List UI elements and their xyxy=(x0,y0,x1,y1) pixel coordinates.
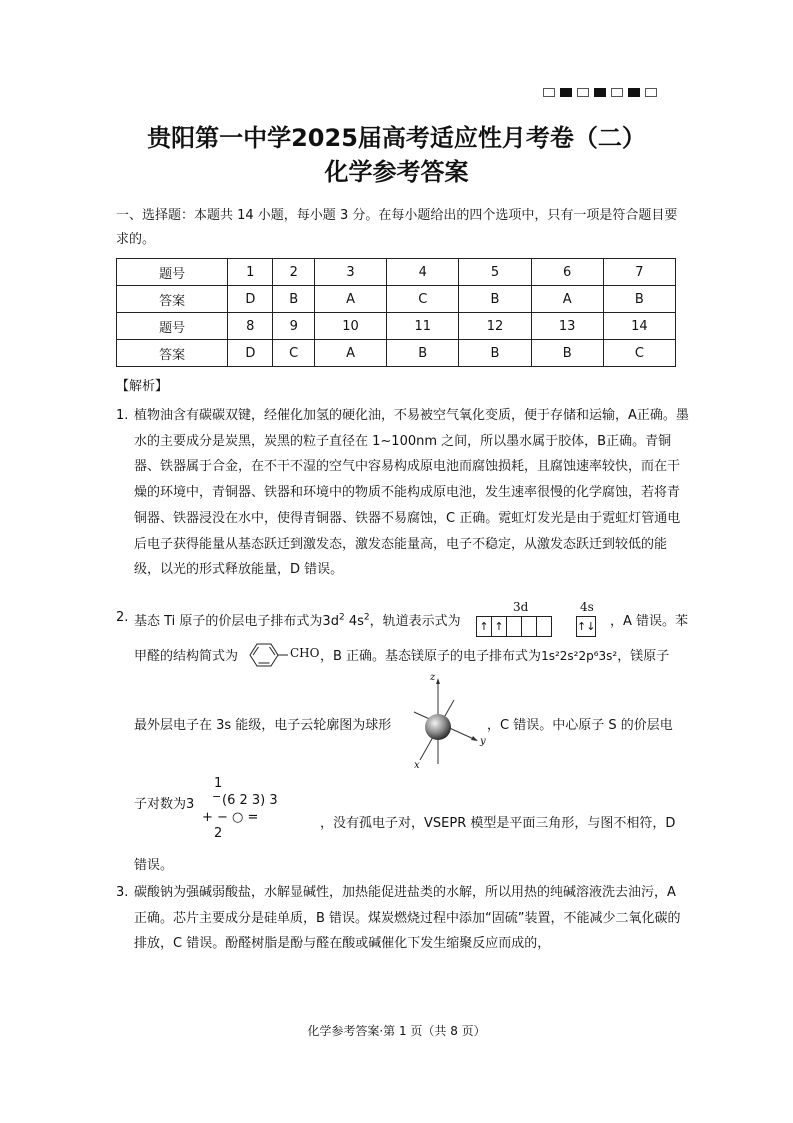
analysis-item-1 xyxy=(116,403,692,583)
table-cell: 1 xyxy=(228,259,273,286)
table-cell: B xyxy=(603,286,675,313)
mark-filled-icon xyxy=(594,88,606,97)
table-cell: 11 xyxy=(387,313,459,340)
item2-line3-end: ，C 错误。中心原子 S 的价层电 xyxy=(487,718,673,733)
fraction-denominator: 2 xyxy=(214,826,223,841)
axis-label-x: x xyxy=(414,760,420,771)
table-cell: 13 xyxy=(531,313,603,340)
table-cell: 12 xyxy=(459,313,531,340)
table-cell: B xyxy=(273,286,314,313)
orbital-label-3d: 3d xyxy=(513,600,529,614)
config-exponent: 2 xyxy=(363,612,370,623)
table-cell: 3 xyxy=(314,259,386,286)
row-header: 答案 xyxy=(117,340,228,367)
fraction-body: (6 2 3) 3 xyxy=(222,793,278,808)
item2-line3-start: 最外层电子在 3s 能级，电子云轮廓图为球形 xyxy=(134,718,392,733)
item-number: 2. xyxy=(116,610,129,625)
orbital-box xyxy=(537,617,551,636)
fraction-bar: − xyxy=(212,790,222,803)
item2-line4-end: ，没有孤电子对，VSEPR 模型是平面三角形，与图不相符，D xyxy=(320,816,676,831)
fraction-operators: + − ○ = xyxy=(202,810,259,825)
table-cell: 5 xyxy=(459,259,531,286)
item2-line1-end: ，A 错误。苯 xyxy=(610,614,689,629)
table-row xyxy=(117,313,676,340)
page-subtitle: 化学参考答案 xyxy=(324,158,469,186)
orbital-box: ↑ xyxy=(492,617,507,636)
table-row xyxy=(117,340,676,367)
page-title: 贵阳第一中学2025届高考适应性月考卷（二） xyxy=(147,124,646,152)
text-span: 基态 Ti 原子的价层电子排布式为 xyxy=(134,614,323,629)
table-cell: B xyxy=(459,286,531,313)
mark-filled-icon xyxy=(560,88,572,97)
item2-line5: 错误。 xyxy=(134,858,174,873)
table-cell: B xyxy=(387,340,459,367)
config-text: 4s xyxy=(344,614,364,629)
table-cell: C xyxy=(273,340,314,367)
answer-table xyxy=(116,258,676,367)
item2-line2-mid xyxy=(320,645,669,664)
table-cell: A xyxy=(314,286,386,313)
config-exponent: 2 xyxy=(338,612,345,623)
analysis-item-3 xyxy=(116,880,692,957)
orbital-box xyxy=(522,617,537,636)
mark-empty-icon xyxy=(543,88,555,97)
page-footer: 化学参考答案·第 1 页（共 8 页） xyxy=(307,1024,486,1038)
item-text: 碳酸钠为强碱弱酸盐，水解显碱性，加热能促进盐类的水解，所以用热的纯碱溶液洗去油污，A 正确。芯片主要成分是硅单质，B 错误。煤炭燃烧过程中添加“固硫”装置，不能减少二氧化碳的排放，C 错误。酚醛树脂是酚与醛在酸或碱催化下发生缩聚反应而成的， xyxy=(134,885,681,952)
item-number: 1. xyxy=(116,408,129,423)
table-row xyxy=(117,259,676,286)
table-cell: 10 xyxy=(314,313,386,340)
orbital-diagram-3d xyxy=(476,616,552,637)
orbital-box xyxy=(507,617,522,636)
table-cell: 7 xyxy=(603,259,675,286)
fraction-numerator: 1 xyxy=(214,776,223,791)
item2-line2-start: 甲醛的结构简式为 xyxy=(134,649,239,664)
table-cell: 6 xyxy=(531,259,603,286)
row-header: 题号 xyxy=(117,259,228,286)
table-cell: C xyxy=(603,340,675,367)
table-cell: 14 xyxy=(603,313,675,340)
mark-empty-icon xyxy=(577,88,589,97)
mark-filled-icon xyxy=(628,88,640,97)
table-cell: B xyxy=(459,340,531,367)
mg-config: 1s²2s²2p⁶3s² xyxy=(541,649,618,663)
cho-group: CHO xyxy=(290,646,320,660)
section-intro: 一、选择题：本题共 14 小题，每小题 3 分。在每小题给出的四个选项中，只有一项是符合题目要求的。 xyxy=(116,208,678,247)
benzene-ring-icon xyxy=(244,640,288,670)
row-header: 题号 xyxy=(117,313,228,340)
orbital-box: ↑↓ xyxy=(577,620,596,633)
table-cell: 9 xyxy=(273,313,314,340)
table-cell: B xyxy=(531,340,603,367)
orbital-label-4s: 4s xyxy=(580,600,594,614)
config-text: 3d xyxy=(322,614,339,629)
axis-label-z: z xyxy=(430,672,436,683)
axis-label-y: y xyxy=(480,736,486,747)
item2-line1 xyxy=(134,610,461,629)
table-cell: D xyxy=(228,340,273,367)
mark-empty-icon xyxy=(611,88,623,97)
mark-empty-icon xyxy=(645,88,657,97)
corner-marks xyxy=(543,88,657,97)
table-cell: A xyxy=(531,286,603,313)
orbital-diagram-4s xyxy=(576,616,596,637)
table-row xyxy=(117,286,676,313)
item2-line4-start: 子对数为3 xyxy=(134,797,195,812)
item-number: 3. xyxy=(116,885,129,900)
table-cell: C xyxy=(387,286,459,313)
item-text: 植物油含有碳碳双键，经催化加氢的硬化油，不易被空气氧化变质，便于存储和运输，A正确。墨水的主要成分是炭黑，炭黑的粒子直径在 1~100nm 之间，所以墨水属于胶体，B正确。青铜器、铁器属于合金，在不干不湿的空气中容易构成原电池而腐蚀损耗，且腐蚀速率较快，而在干燥的环境中，青铜器、铁器和环境中的物质不能构成原电池，发生速率很慢的化学腐蚀，若将青铜器、铁器浸没在水中，使得青铜器、铁器不易腐蚀，C 正确。霓虹灯发光是由于霓虹灯管通电后电子获得能量从基态跃迁到激发态，激发态能量高，电子不稳定，从激发态跃迁到较低的能级，以光的形式释放能量，D 错误。 xyxy=(134,408,689,578)
table-cell: 2 xyxy=(273,259,314,286)
row-header: 答案 xyxy=(117,286,228,313)
table-cell: 4 xyxy=(387,259,459,286)
text-span: ，镁原子 xyxy=(617,649,670,664)
orbital-box: ↑ xyxy=(477,617,492,636)
text-span: ，轨道表示式为 xyxy=(369,614,461,629)
table-cell: 8 xyxy=(228,313,273,340)
text-span: ，B 正确。基态镁原子的电子排布式为 xyxy=(320,649,542,664)
table-cell: D xyxy=(228,286,273,313)
analysis-label: 【解析】 xyxy=(116,379,169,394)
table-cell: A xyxy=(314,340,386,367)
